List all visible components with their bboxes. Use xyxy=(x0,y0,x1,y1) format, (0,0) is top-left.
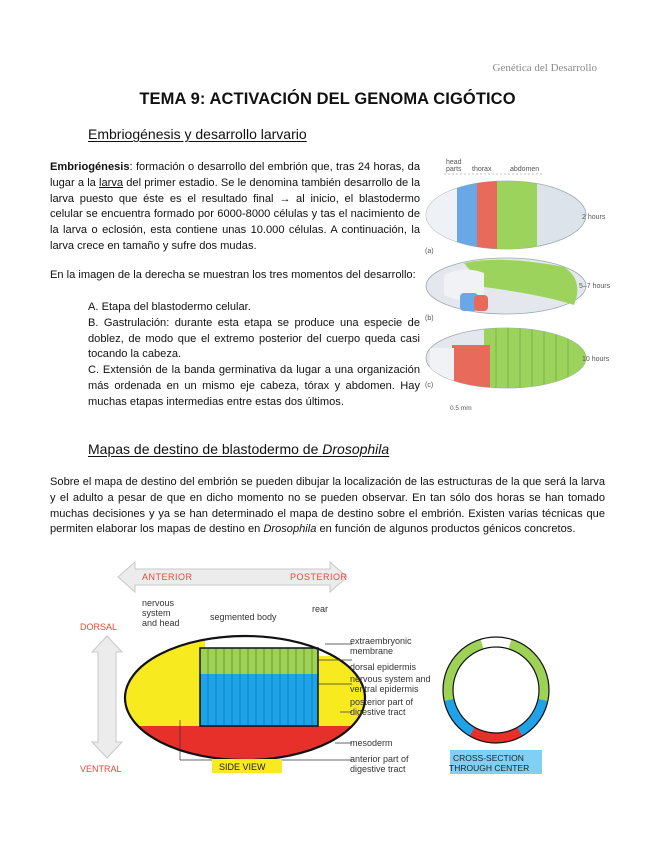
cross-section-label-1: CROSS-SECTION xyxy=(453,753,524,763)
list-momentos xyxy=(88,300,420,411)
label-posterior: POSTERIOR xyxy=(290,572,348,582)
section-heading-mapas xyxy=(88,441,389,457)
cross-section-ring xyxy=(443,637,549,743)
side-view-label: SIDE VIEW xyxy=(219,762,266,772)
embryo-stages-figure xyxy=(424,155,614,415)
cross-section-label-2: THROUGH CENTER xyxy=(449,763,530,773)
dv-axis-arrow xyxy=(92,636,122,758)
p-mapas-b: en función de algunos productos génicos concretos. xyxy=(316,523,576,536)
panel-letter-a: (a) xyxy=(425,248,434,255)
label-nervous-ventral-1: nervous system and xyxy=(350,674,431,684)
list-item: C. Extensión de la banda germinativa da lugar a una organización más ordenada en un mismo eje cabeza, tórax y abdomen. Hay muchas etapas intermedias entre estas dos últimos. xyxy=(88,364,420,408)
paragraph-embriogenesis xyxy=(50,160,420,255)
embryo-stage-b xyxy=(426,258,586,314)
label-nervous-head-1: nervous xyxy=(142,598,175,608)
label-abdomen: abdomen xyxy=(510,166,540,173)
label-rear: rear xyxy=(312,604,329,614)
time-c: 10 hours xyxy=(582,356,610,363)
time-a: 2 hours xyxy=(582,214,606,221)
label-mesoderm: mesoderm xyxy=(350,738,393,748)
heading-mapas-text: Mapas de destino de blastodermo de xyxy=(88,441,323,457)
label-head: head xyxy=(446,159,462,166)
p1-text-b: del primer estadio. Se le denomina también desarrollo de la larva puesto que éste es el resultado final → al inicio, el blastodermo celular se encuentra formado por 6000-8000 células y tas el nacimiento de la larva o eclosión, esta contiene unas 10.000 células. A continuación, la larva crece en tamaño y sufre dos mudas. xyxy=(50,176,420,252)
list-item: A. Etapa del blastodermo celular. xyxy=(88,301,251,313)
fate-map-figure xyxy=(80,560,560,785)
embryo-stage-a xyxy=(426,181,586,251)
label-posterior-digestive-2: digestive tract xyxy=(350,707,406,717)
label-extraembryonic-2: membrane xyxy=(350,646,394,656)
label-anterior-digestive-1: anterior part of xyxy=(350,754,409,764)
label-segmented: segmented body xyxy=(210,612,277,622)
label-anterior: ANTERIOR xyxy=(142,572,193,582)
label-extraembryonic-1: extraembryonic xyxy=(350,636,412,646)
label-nervous-head-2: system xyxy=(142,608,171,618)
label-anterior-digestive-2: digestive tract xyxy=(350,764,406,774)
heading-drosophila: Drosophila xyxy=(322,441,390,457)
list-item: B. Gastrulación: durante esta etapa se produce una especie de doblez, de modo que el extremo posterior del cuerpo queda casi tocando la cabeza. xyxy=(88,316,420,361)
time-b: 5–7 hours xyxy=(579,283,611,290)
label-nervous-head-3: and head xyxy=(142,618,180,628)
embryo-stage-c xyxy=(426,328,589,390)
panel-letter-c: (c) xyxy=(425,382,434,389)
p-mapas-italic: Drosophila xyxy=(263,523,317,536)
page-title: TEMA 9: ACTIVACIÓN DEL GENOMA CIGÓTICO xyxy=(139,90,516,108)
link-larva[interactable]: larva xyxy=(99,176,124,189)
label-thorax: thorax xyxy=(472,166,492,173)
label-posterior-digestive-1: posterior part of xyxy=(350,697,414,707)
p1-text-a: : formación o desarrollo del embrión que, tras 24 horas, da lugar a la xyxy=(50,161,420,189)
term-embriogenesis: Embriogénesis xyxy=(50,161,130,173)
p-mapas-a: Sobre el mapa de destino del embrión se pueden dibujar la localización de las estructuras de la que será la larva y el adulto a pesar de que en dicho momento no se pueden observar. En tan sólo dos horas se han tomado muchas decisiones y ya se han determinado el mapa de destino sobre el embrión. Existen varias técnicas que permiten elaborar los mapas de destino en xyxy=(50,476,605,536)
panel-letter-b: (b) xyxy=(425,315,434,322)
label-dorsal: DORSAL xyxy=(80,622,118,632)
side-view-embryo xyxy=(125,636,370,766)
paragraph-mapas xyxy=(50,475,605,538)
label-dorsal-epidermis: dorsal epidermis xyxy=(350,662,417,672)
scale-label: 0.5 mm xyxy=(450,405,472,412)
course-header: Genética del Desarrollo xyxy=(492,62,597,74)
label-nervous-ventral-2: ventral epidermis xyxy=(350,684,419,694)
paragraph-momentos: En la imagen de la derecha se muestran los tres momentos del desarrollo: xyxy=(50,269,416,281)
label-parts: parts xyxy=(446,166,462,173)
section-heading-embriogenesis: Embriogénesis y desarrollo larvario xyxy=(88,126,307,142)
label-ventral: VENTRAL xyxy=(80,764,122,774)
